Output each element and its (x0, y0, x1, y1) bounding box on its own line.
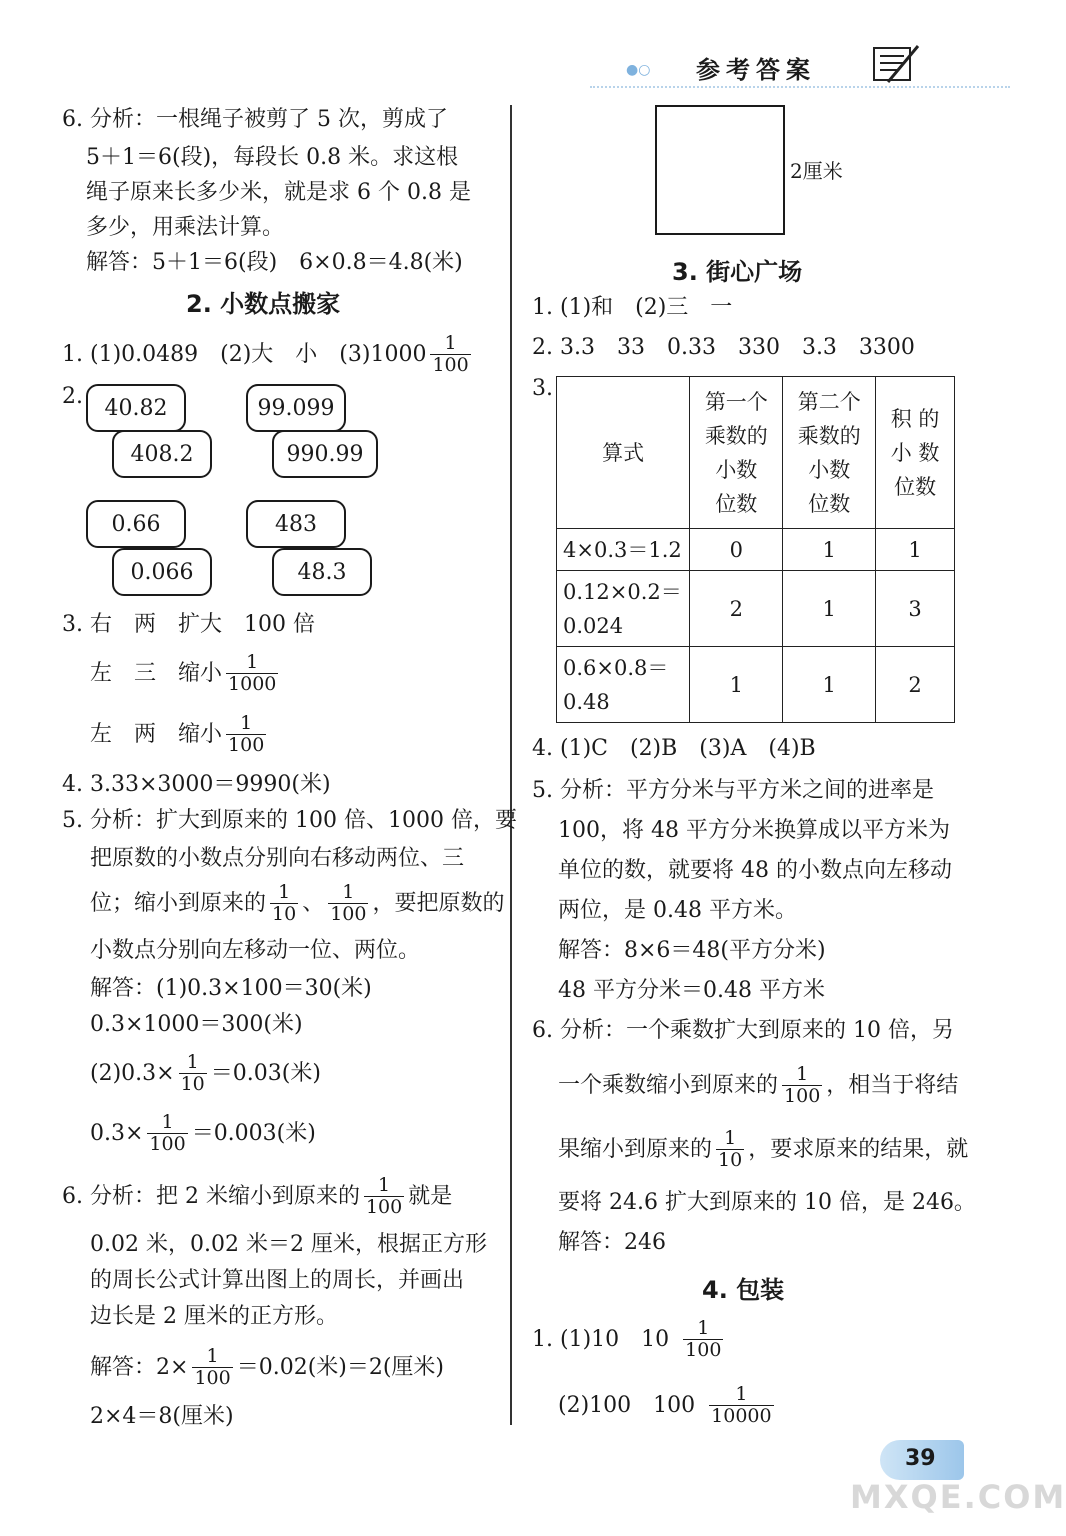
table-row (557, 647, 955, 723)
left-q6b-answer1b: ＝0.02(米)＝2(厘米) (236, 1354, 445, 1380)
left-q5-line3b: ，要把原数的 (372, 890, 505, 916)
left-q5-answer1: 解答：(1)0.3×100＝30(米) (90, 976, 372, 1001)
table-header-cell (690, 377, 783, 529)
left-q3-line2 (90, 652, 282, 695)
frac-num: 1 (796, 1063, 809, 1085)
right-q6-fraction1 (782, 1064, 822, 1107)
left-q6-line1: 6. 分析：一根绳子被剪了 5 次，剪成了 (62, 107, 448, 132)
left-q6b-line1b: 就是 (408, 1183, 453, 1209)
right-q4: 4. (1)C (2)B (3)A (4)B (532, 736, 816, 761)
left-q1-text: 1. (1)0.0489 (2)大 小 (3)1000 (62, 341, 427, 367)
right-q6-line4: 要将 24.6 扩大到原来的 10 倍，是 246。 (558, 1190, 976, 1215)
right-q5-line3: 单位的数，就要将 48 的小数点向左移动 (558, 858, 952, 883)
left-q6-line4: 多少，用乘法计算。 (86, 215, 285, 240)
page-number: 39 (905, 1446, 936, 1471)
right-p1 (532, 1318, 727, 1361)
number-box: 40.82 (86, 384, 186, 432)
table-cell: 1 (783, 647, 876, 723)
left-q5-line3 (90, 882, 505, 925)
left-q1 (62, 333, 475, 376)
table-cell: 2 (876, 647, 955, 723)
left-q5-fraction3 (179, 1052, 207, 1095)
header-dots-icon: ●○ (626, 62, 651, 78)
left-q5-line2: 把原数的小数点分别向右移动两位、三 (90, 846, 465, 871)
left-q5-answer4a: 0.3× (90, 1120, 144, 1146)
header-title: 参考答案 (696, 56, 816, 84)
number-box: 48.3 (272, 548, 372, 596)
frac-den: 10 (272, 903, 297, 925)
frac-den: 1000 (228, 673, 277, 695)
table-header-row (557, 377, 955, 529)
frac-num: 1 (378, 1174, 391, 1196)
right-q5-answer1: 解答：8×6＝48(平方分米) (558, 938, 826, 963)
header-line: 乘数的 (797, 423, 861, 448)
header-line: 位数 (808, 491, 851, 516)
header-line: 位数 (894, 474, 937, 499)
right-q6-line3a: 果缩小到原来的 (558, 1136, 713, 1162)
left-q5-answer2: 0.3×1000＝300(米) (90, 1012, 303, 1037)
watermark: MXQE.COM (850, 1478, 1066, 1516)
right-q6-line3b: ，要求原来的结果，就 (748, 1136, 969, 1162)
left-q5-line4: 小数点分别向左移动一位、两位。 (90, 938, 421, 963)
frac-num: 1 (206, 1345, 219, 1367)
frac-num: 1 (724, 1127, 737, 1149)
right-q6-fraction2 (716, 1128, 744, 1171)
frac-den: 100 (685, 1339, 722, 1361)
expression-line: 0.024 (563, 613, 624, 638)
left-q3-fraction2 (226, 652, 278, 695)
right-q2: 2. 3.3 33 0.33 330 3.3 3300 (532, 335, 915, 360)
right-p1-fraction (683, 1318, 723, 1361)
left-q6-line2: 5＋1＝6(段)，每段长 0.8 米。求这根 (86, 145, 459, 170)
frac-den: 100 (228, 734, 265, 756)
header-line: 小数 (715, 457, 758, 482)
table-cell: 1 (876, 529, 955, 571)
expression-line: 4×0.3＝1.2 (563, 537, 682, 562)
left-q6b-line2: 0.02 米，0.02 米＝2 厘米，根据正方形 (90, 1232, 487, 1257)
table-row (557, 571, 955, 647)
table-cell: 1 (783, 529, 876, 571)
header-rule (590, 86, 1010, 90)
square-label: 2厘米 (790, 159, 843, 183)
left-q5-fraction2 (328, 882, 368, 925)
number-box: 0.066 (112, 548, 212, 596)
header-line: 小数 (808, 457, 851, 482)
right-p2 (558, 1384, 778, 1427)
frac-num: 1 (342, 881, 355, 903)
square-figure (655, 105, 785, 235)
left-q5-answer3 (90, 1052, 321, 1095)
header-line: 积 的 (890, 406, 940, 431)
left-q5-fraction4 (147, 1112, 187, 1155)
right-q6-line2b: ，相当于将结 (826, 1072, 959, 1098)
frac-num: 1 (161, 1111, 174, 1133)
right-q6-line2a: 一个乘数缩小到原来的 (558, 1072, 779, 1098)
right-q6-answer: 解答：246 (558, 1230, 666, 1255)
right-p2-text: (2)100 100 (558, 1392, 696, 1418)
frac-den: 10 (718, 1149, 743, 1171)
right-q6-line3 (558, 1128, 968, 1171)
left-q3-fraction3 (226, 713, 266, 756)
left-q6b-fraction1 (364, 1175, 404, 1218)
frac-num: 1 (735, 1383, 748, 1405)
left-q6b-line1 (62, 1175, 452, 1218)
frac-num: 1 (697, 1317, 710, 1339)
table-cell-expression (557, 647, 690, 723)
number-box: 408.2 (112, 430, 212, 478)
left-q6b-line3: 的周长公式计算出图上的周长，并画出 (90, 1268, 465, 1293)
right-q6-line2 (558, 1064, 958, 1107)
left-q5-fraction1 (270, 882, 298, 925)
header-line: 乘数的 (704, 423, 768, 448)
frac-den: 100 (194, 1367, 231, 1389)
right-q5-line1: 5. 分析：平方分米与平方米之间的进率是 (532, 778, 934, 803)
left-q5-answer3a: (2)0.3× (90, 1060, 175, 1086)
left-q5-answer3b: ＝0.03(米) (210, 1060, 321, 1086)
table-cell-expression (557, 529, 690, 571)
number-box: 0.66 (86, 500, 186, 548)
right-p2-fraction (709, 1384, 773, 1427)
right-q1: 1. (1)和 (2)三 一 (532, 295, 733, 320)
table-cell: 1 (783, 571, 876, 647)
right-p1-text: 1. (1)10 10 (532, 1326, 670, 1352)
frac-num: 1 (278, 881, 291, 903)
table-cell-expression (557, 571, 690, 647)
frac-num: 1 (246, 651, 259, 673)
left-q1-fraction (430, 333, 470, 376)
left-q3-line2-text: 左 三 缩小 (90, 660, 223, 686)
right-q3-label: 3. (532, 376, 553, 401)
header-line: 算式 (602, 440, 645, 465)
header-line: 第二个 (797, 389, 861, 414)
left-q5-separator: 、 (302, 890, 325, 916)
table-cell: 0 (690, 529, 783, 571)
frac-den: 10000 (711, 1405, 772, 1427)
table-cell: 1 (690, 647, 783, 723)
frac-den: 100 (784, 1085, 821, 1107)
frac-den: 100 (330, 903, 367, 925)
section3-title: 3. 街心广场 (672, 258, 803, 286)
frac-den: 100 (149, 1133, 186, 1155)
header-line: 小 数 (890, 440, 940, 465)
number-box: 99.099 (246, 384, 346, 432)
number-box: 990.99 (272, 430, 378, 478)
left-q4: 4. 3.33×3000＝9990(米) (62, 772, 331, 797)
left-q5-line3a: 位；缩小到原来的 (90, 890, 267, 916)
column-divider (510, 105, 512, 1425)
expression-line: 0.48 (563, 689, 610, 714)
table-header-cell (783, 377, 876, 529)
expression-line: 0.6×0.8＝ (563, 655, 669, 680)
left-q6-line3: 绳子原来长多少米，就是求 6 个 0.8 是 (86, 180, 471, 205)
table-header-cell (557, 377, 690, 529)
table-header-cell (876, 377, 955, 529)
right-q6-line1: 6. 分析：一个乘数扩大到原来的 10 倍，另 (532, 1018, 954, 1043)
left-q6b-answer1 (90, 1346, 444, 1389)
left-q6b-line4: 边长是 2 厘米的正方形。 (90, 1304, 338, 1329)
left-q3-line3-text: 左 两 缩小 (90, 721, 223, 747)
right-q5-line2: 100，将 48 平方分米换算成以平方米为 (558, 818, 950, 843)
frac-num: 1 (444, 332, 457, 354)
left-q6b-line1a: 6. 分析：把 2 米缩小到原来的 (62, 1183, 360, 1209)
table-cell: 2 (690, 571, 783, 647)
left-q5-answer4b: ＝0.003(米) (191, 1120, 316, 1146)
left-q3-line3 (90, 713, 270, 756)
frac-den: 10 (180, 1073, 205, 1095)
left-q6b-answer2: 2×4＝8(厘米) (90, 1404, 234, 1429)
left-q2-label: 2. (62, 384, 83, 409)
table-cell: 3 (876, 571, 955, 647)
frac-den: 100 (432, 354, 469, 376)
decimal-places-table (556, 376, 955, 723)
table-row (557, 529, 955, 571)
left-q5-answer4 (90, 1112, 316, 1155)
frac-num: 1 (240, 712, 253, 734)
notebook-pencil-icon (868, 42, 924, 86)
left-q5-line1: 5. 分析：扩大到原来的 100 倍、1000 倍，要 (62, 808, 517, 833)
right-q5-answer2: 48 平方分米＝0.48 平方米 (558, 978, 825, 1003)
number-box: 483 (246, 500, 346, 548)
expression-line: 0.12×0.2＝ (563, 579, 682, 604)
left-q6-answer: 解答：5＋1＝6(段) 6×0.8＝4.8(米) (86, 250, 463, 275)
frac-den: 100 (365, 1196, 403, 1218)
left-q6b-answer1a: 解答：2× (90, 1354, 189, 1380)
header-line: 位数 (715, 491, 758, 516)
left-q6b-fraction2 (192, 1346, 232, 1389)
left-q3-line1: 3. 右 两 扩大 100 倍 (62, 612, 315, 637)
frac-num: 1 (186, 1051, 199, 1073)
section4-title: 4. 包装 (702, 1276, 785, 1304)
right-q5-line4: 两位，是 0.48 平方米。 (558, 898, 797, 923)
section2-title: 2. 小数点搬家 (186, 290, 341, 318)
header-line: 第一个 (704, 389, 768, 414)
